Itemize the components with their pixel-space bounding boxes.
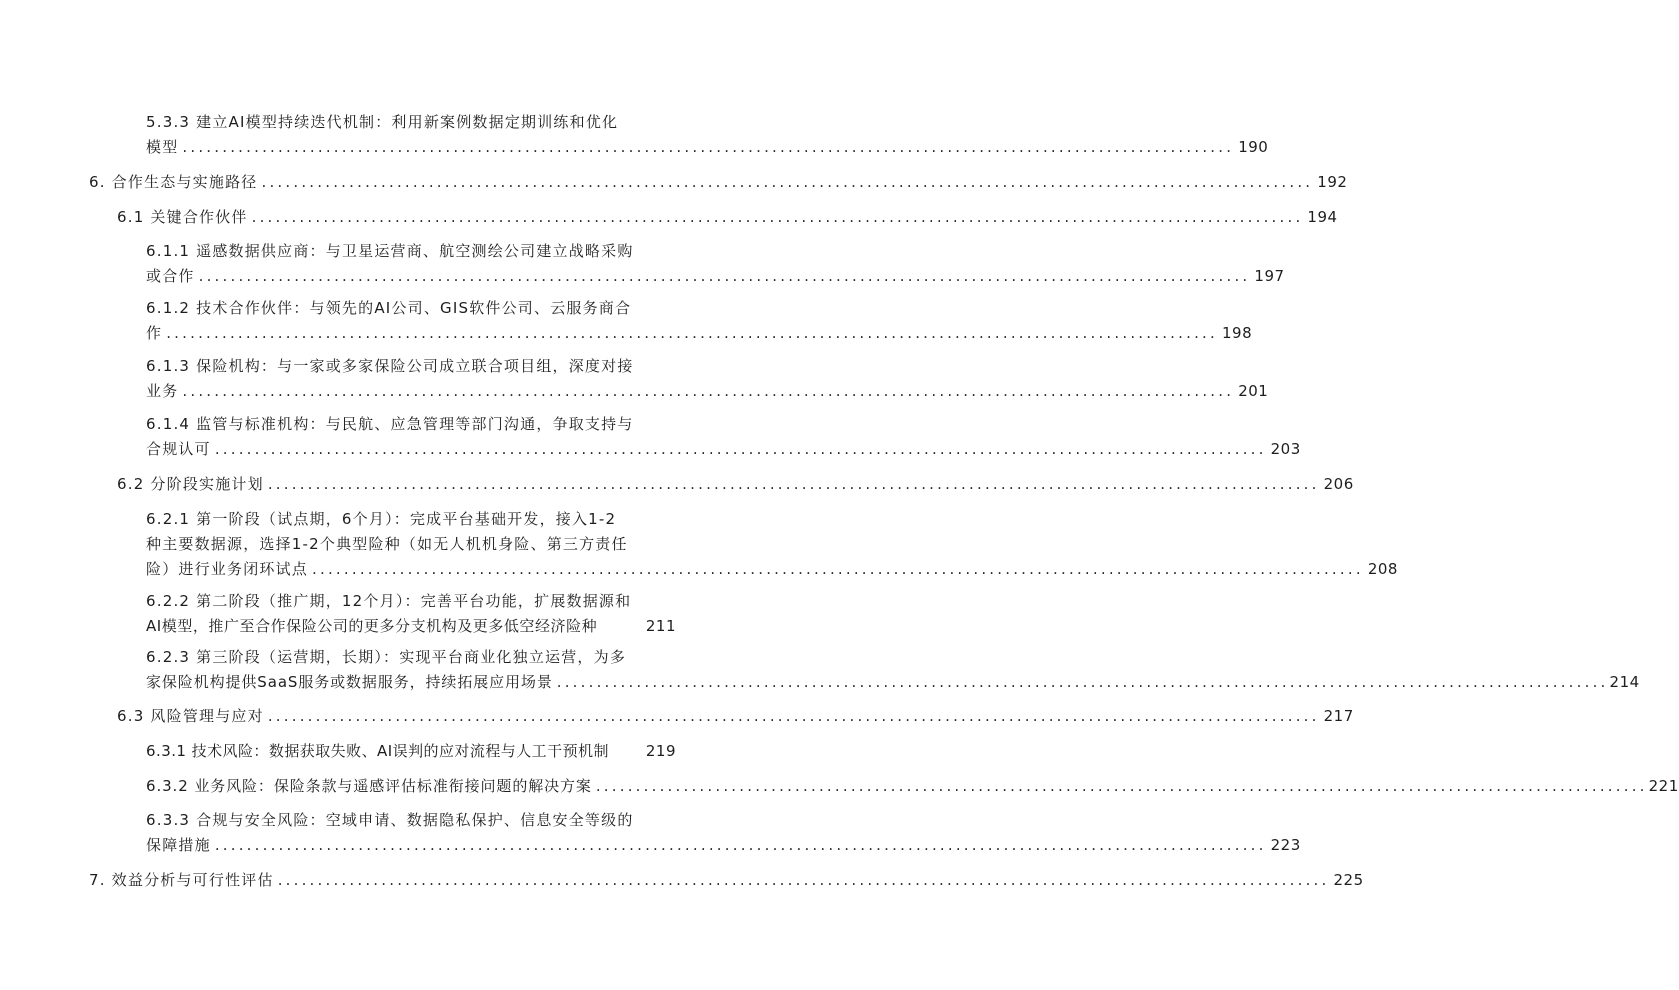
toc-entry-7[interactable]: [89, 868, 1364, 893]
toc-page-number: 197: [1254, 267, 1285, 285]
toc-page-number: 221: [1648, 777, 1679, 795]
toc-page-number: 203: [1270, 440, 1301, 458]
toc-page-number: 223: [1270, 836, 1301, 854]
toc-entry-6[interactable]: [89, 170, 1348, 195]
toc-entry-6-2[interactable]: [117, 472, 1354, 497]
toc-entry-6-3-2[interactable]: [146, 774, 1679, 799]
toc-entry-6-3-3[interactable]: [146, 808, 1301, 858]
toc-page-number: 201: [1238, 382, 1269, 400]
toc-entry-text: 6.3.2 业务风险：保险条款与遥感评估标准衔接问题的解决方案: [146, 777, 592, 795]
toc-entry-text-line1: 6.1.4 监管与标准机构：与民航、应急管理等部门沟通，争取支持与: [146, 415, 634, 433]
toc-page-number: 214: [1609, 673, 1640, 691]
toc-page-number: 225: [1333, 871, 1364, 889]
toc-entry-5-3-3[interactable]: [146, 110, 1269, 160]
dot-leader: ....................................................................................................................................: [214, 836, 1267, 854]
toc-entry-6-1-1[interactable]: [146, 239, 1285, 289]
toc-page-number: 198: [1222, 324, 1253, 342]
dot-leader: ....................................................................................................................................: [277, 871, 1330, 889]
toc-entry-6-2-1[interactable]: [146, 507, 1398, 582]
dot-leader: ....................................................................................................................................: [214, 440, 1267, 458]
toc-entry-text: 6. 合作生态与实施路径: [89, 173, 258, 191]
toc-entry-6-1-4[interactable]: [146, 412, 1301, 462]
dot-leader: ....................................................................................................................................: [251, 208, 1304, 226]
dot-leader: ....................................................................................................................................: [595, 777, 1648, 795]
toc-entry-text-line2: 业务: [146, 382, 179, 400]
toc-entry-6-2-3[interactable]: [146, 645, 1640, 695]
toc-entry-text-line2: 或合作: [146, 267, 195, 285]
toc-page-number: 192: [1317, 173, 1348, 191]
toc-entry-text-line1: 6.2.2 第二阶段（推广期，12个月）：完善平台功能，扩展数据源和: [146, 592, 632, 610]
toc-page-number: 208: [1367, 560, 1398, 578]
toc-entry-6-1[interactable]: [117, 205, 1338, 230]
toc-entry-text-line2: 合规认可: [146, 440, 211, 458]
toc-page-number: 206: [1323, 475, 1354, 493]
toc-entry-text-line2: 作: [146, 324, 163, 342]
toc-entry-text-line2: 保障措施: [146, 836, 211, 854]
toc-page-number: 194: [1307, 208, 1338, 226]
toc-entry-text-line1: 6.2.3 第三阶段（运营期，长期）：实现平台商业化独立运营，为多: [146, 648, 627, 666]
toc-page-number: 217: [1323, 707, 1354, 725]
toc-entry-6-3[interactable]: [117, 704, 1354, 729]
toc-entry-text-line2: 家保险机构提供SaaS服务或数据服务，持续拓展应用场景: [146, 673, 553, 691]
toc-entry-text: 6.3.1 技术风险：数据获取失败、AI误判的应对流程与人工干预机制: [146, 742, 609, 760]
toc-entry-text: 6.2 分阶段实施计划: [117, 475, 264, 493]
dot-leader: ....................................................................................................................................: [166, 324, 1218, 342]
dot-leader: ....................................................................................................................................: [198, 267, 1251, 285]
toc-entry-text-line1: 6.1.1 遥感数据供应商：与卫星运营商、航空测绘公司建立战略采购: [146, 242, 634, 260]
dot-leader: ....................................................................................................................................: [182, 382, 1235, 400]
toc-entry-6-3-1[interactable]: [146, 739, 676, 764]
dot-leader: ....................................................................................................................................: [267, 475, 1320, 493]
toc-entry-text-line1: 5.3.3 建立AI模型持续迭代机制：利用新案例数据定期训练和优化: [146, 113, 619, 131]
dot-leader: ....................................................................................................................................: [556, 673, 1609, 691]
toc-entry-text: 6.3 风险管理与应对: [117, 707, 264, 725]
toc-entry-text-line1: 6.3.3 合规与安全风险：空域申请、数据隐私保护、信息安全等级的: [146, 811, 634, 829]
toc-entry-6-2-2[interactable]: [146, 589, 676, 639]
toc-entry-text-line1: 6.1.3 保险机构：与一家或多家保险公司成立联合项目组，深度对接: [146, 357, 634, 375]
dot-leader: ....................................................................................................................................: [261, 173, 1314, 191]
toc-entry-6-1-3[interactable]: [146, 354, 1269, 404]
toc-entry-text: 6.1 关键合作伙伴: [117, 208, 248, 226]
dot-leader: ....................................................................................................................................: [312, 560, 1364, 578]
toc-page-number: 219: [645, 742, 676, 760]
toc-entry-text-line1: 6.2.1 第一阶段（试点期，6个月）：完成平台基础开发，接入1-2: [146, 510, 617, 528]
toc-page-number: 190: [1238, 138, 1269, 156]
toc-entry-text-line2: 种主要数据源，选择1-2个典型险种（如无人机机身险、第三方责任: [146, 535, 628, 553]
toc-entry-text-line1: 6.1.2 技术合作伙伴：与领先的AI公司、GIS软件公司、云服务商合: [146, 299, 632, 317]
dot-leader: ....................................................................................................................................: [182, 138, 1235, 156]
toc-entry-text: 7. 效益分析与可行性评估: [89, 871, 274, 889]
dot-leader: ....................................................................................................................................: [267, 707, 1320, 725]
toc-page-number: 211: [645, 617, 676, 635]
toc-entry-text-line3: 险）进行业务闭环试点: [146, 560, 309, 578]
toc-entry-text-line2: 模型: [146, 138, 179, 156]
toc-entry-text-line2: AI模型，推广至合作保险公司的更多分支机构及更多低空经济险种: [146, 617, 598, 635]
toc-entry-6-1-2[interactable]: [146, 296, 1253, 346]
